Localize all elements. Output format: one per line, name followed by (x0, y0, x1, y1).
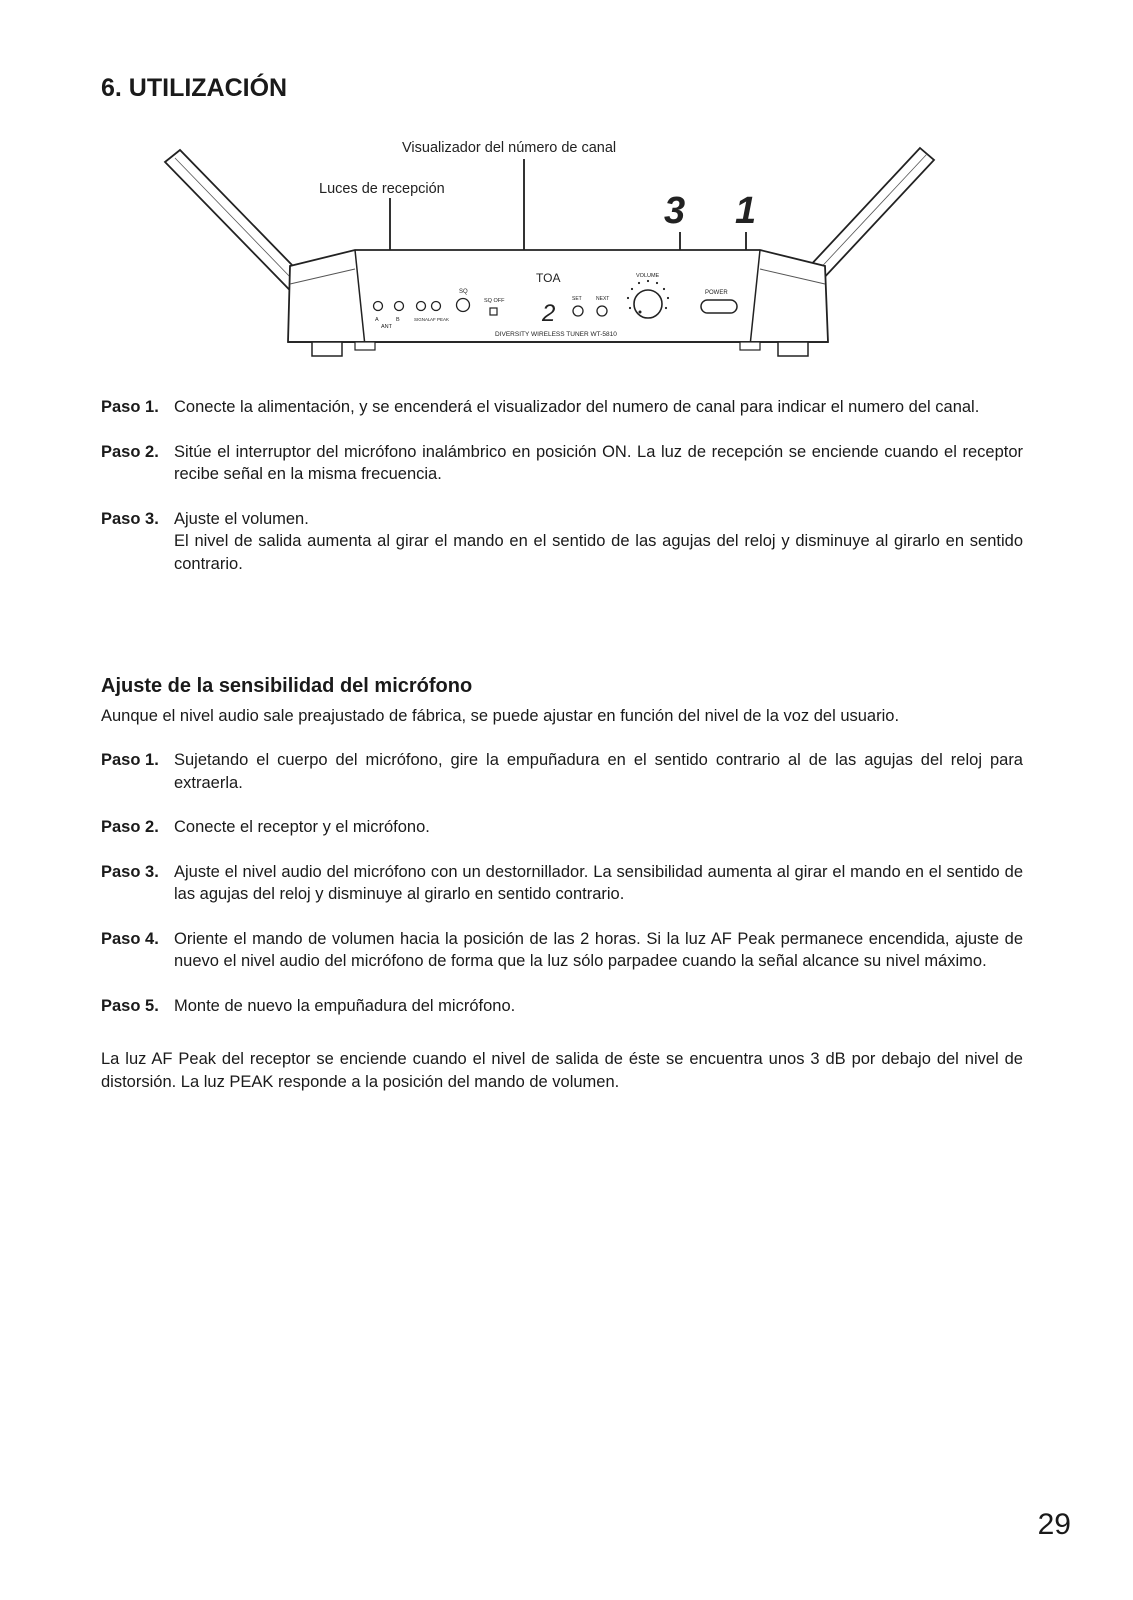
signal-led (417, 302, 426, 311)
step-line: Monte de nuevo la empuñadura del micrófono. (174, 996, 516, 1015)
model-text: DIVERSITY WIRELESS TUNER WT-5810 (495, 331, 617, 338)
next-label: NEXT (596, 296, 610, 302)
receiver-front-panel-figure (150, 134, 970, 384)
volume-knob-indicator (639, 311, 642, 314)
ant-b-led (395, 302, 404, 311)
page-number: 29 (1037, 1508, 1071, 1541)
af-peak-led (432, 302, 441, 311)
step-label: Paso 1. (101, 398, 159, 416)
step-text (174, 749, 1023, 794)
volume-label: VOLUME (636, 273, 660, 279)
sensitivity-step (101, 995, 1023, 1018)
power-label: POWER (705, 290, 728, 296)
set-button[interactable] (573, 306, 583, 316)
closing-paragraph: La luz AF Peak del receptor se enciende cuando el nivel de salida de éste se encuentra unos 3 dB por debajo del nivel de distorsión. La luz PEAK responde a la posición del mando de volumen. (101, 1050, 1023, 1091)
sensitivity-step (101, 749, 1023, 794)
callout-1: 1 (735, 190, 757, 232)
ant-a-label: A (375, 317, 379, 323)
callout-3: 3 (664, 190, 686, 232)
step-line: Oriente el mando de volumen hacia la posición de las 2 horas. Si la luz AF Peak permanece encendida, ajuste de nuevo el nivel audio del micrófono de forma que la luz sólo parpadee cuando la señal alcance su nivel máximo. (174, 929, 1023, 970)
set-label: SET (572, 296, 582, 302)
step-line: Ajuste el nivel audio del micrófono con un destornillador. La sensibilidad aumenta al girar el mando en el sentido de las agujas del reloj y disminuye al girarlo en sentido contrario. (174, 862, 1023, 903)
signal-label: SIGNAL (414, 317, 431, 322)
steps-sensitivity (101, 749, 1023, 1039)
step-line: Conecte el receptor y el micrófono. (174, 818, 430, 836)
af-peak-label: AF PEAK (430, 317, 450, 322)
step-line: Ajuste el volumen. (174, 509, 309, 528)
volume-knob[interactable] (634, 290, 662, 318)
label-reception-lights: Luces de recepción (319, 181, 445, 197)
step-line: El nivel de salida aumenta al girar el mando en el sentido de las agujas del reloj y disminuye al girarlo en sentido contrario. (174, 532, 1023, 573)
intro-paragraph: Aunque el nivel audio sale preajustado de fábrica, se puede ajustar en función del nivel de la voz del usuario. (101, 707, 900, 725)
ant-label: ANT (381, 324, 392, 330)
step-text (174, 441, 1023, 486)
step-label: Paso 3. (101, 509, 159, 528)
sq-off-label: SQ OFF (484, 298, 505, 304)
sq-knob[interactable] (457, 299, 470, 312)
steps-usage (101, 396, 1023, 597)
receiver-body (288, 250, 828, 356)
step-text (174, 396, 1023, 419)
step-line: Conecte la alimentación, y se encenderá el visualizador del numero de canal para indicar el numero del canal. (174, 398, 980, 416)
channel-display-digit: 2 (542, 300, 556, 327)
ant-b-label: B (396, 317, 400, 323)
sq-off-button[interactable] (490, 308, 497, 315)
next-button[interactable] (597, 306, 607, 316)
step-line: Sitúe el interruptor del micrófono inalámbrico en posición ON. La luz de recepción se enciende cuando el receptor recibe señal en la misma frecuencia. (174, 442, 1023, 483)
step-text (174, 928, 1023, 973)
usage-step (101, 396, 1023, 419)
sensitivity-step (101, 861, 1023, 906)
ant-a-led (374, 302, 383, 311)
step-text (174, 816, 1023, 839)
step-line: Sujetando el cuerpo del micrófono, gire la empuñadura en el sentido contrario al de las agujas del reloj para extraerla. (174, 751, 1023, 792)
brand-logo: TOA (536, 271, 561, 285)
step-label: Paso 2. (101, 818, 159, 836)
receiver-illustration (150, 134, 970, 384)
label-channel-display: Visualizador del número de canal (402, 140, 617, 156)
sq-label: SQ (459, 289, 468, 295)
step-text (174, 508, 1023, 576)
step-text (174, 995, 1023, 1018)
step-label: Paso 4. (101, 929, 159, 948)
step-label: Paso 2. (101, 442, 159, 461)
subsection-title: Ajuste de la sensibilidad del micrófono (101, 675, 473, 697)
sensitivity-step (101, 928, 1023, 973)
usage-step (101, 441, 1023, 486)
step-label: Paso 5. (101, 996, 159, 1015)
step-label: Paso 3. (101, 862, 159, 881)
usage-step (101, 508, 1023, 576)
section-title: 6. UTILIZACIÓN (101, 74, 288, 102)
step-text (174, 861, 1023, 906)
step-label: Paso 1. (101, 751, 159, 769)
power-button[interactable] (701, 300, 737, 313)
sensitivity-step (101, 816, 1023, 839)
